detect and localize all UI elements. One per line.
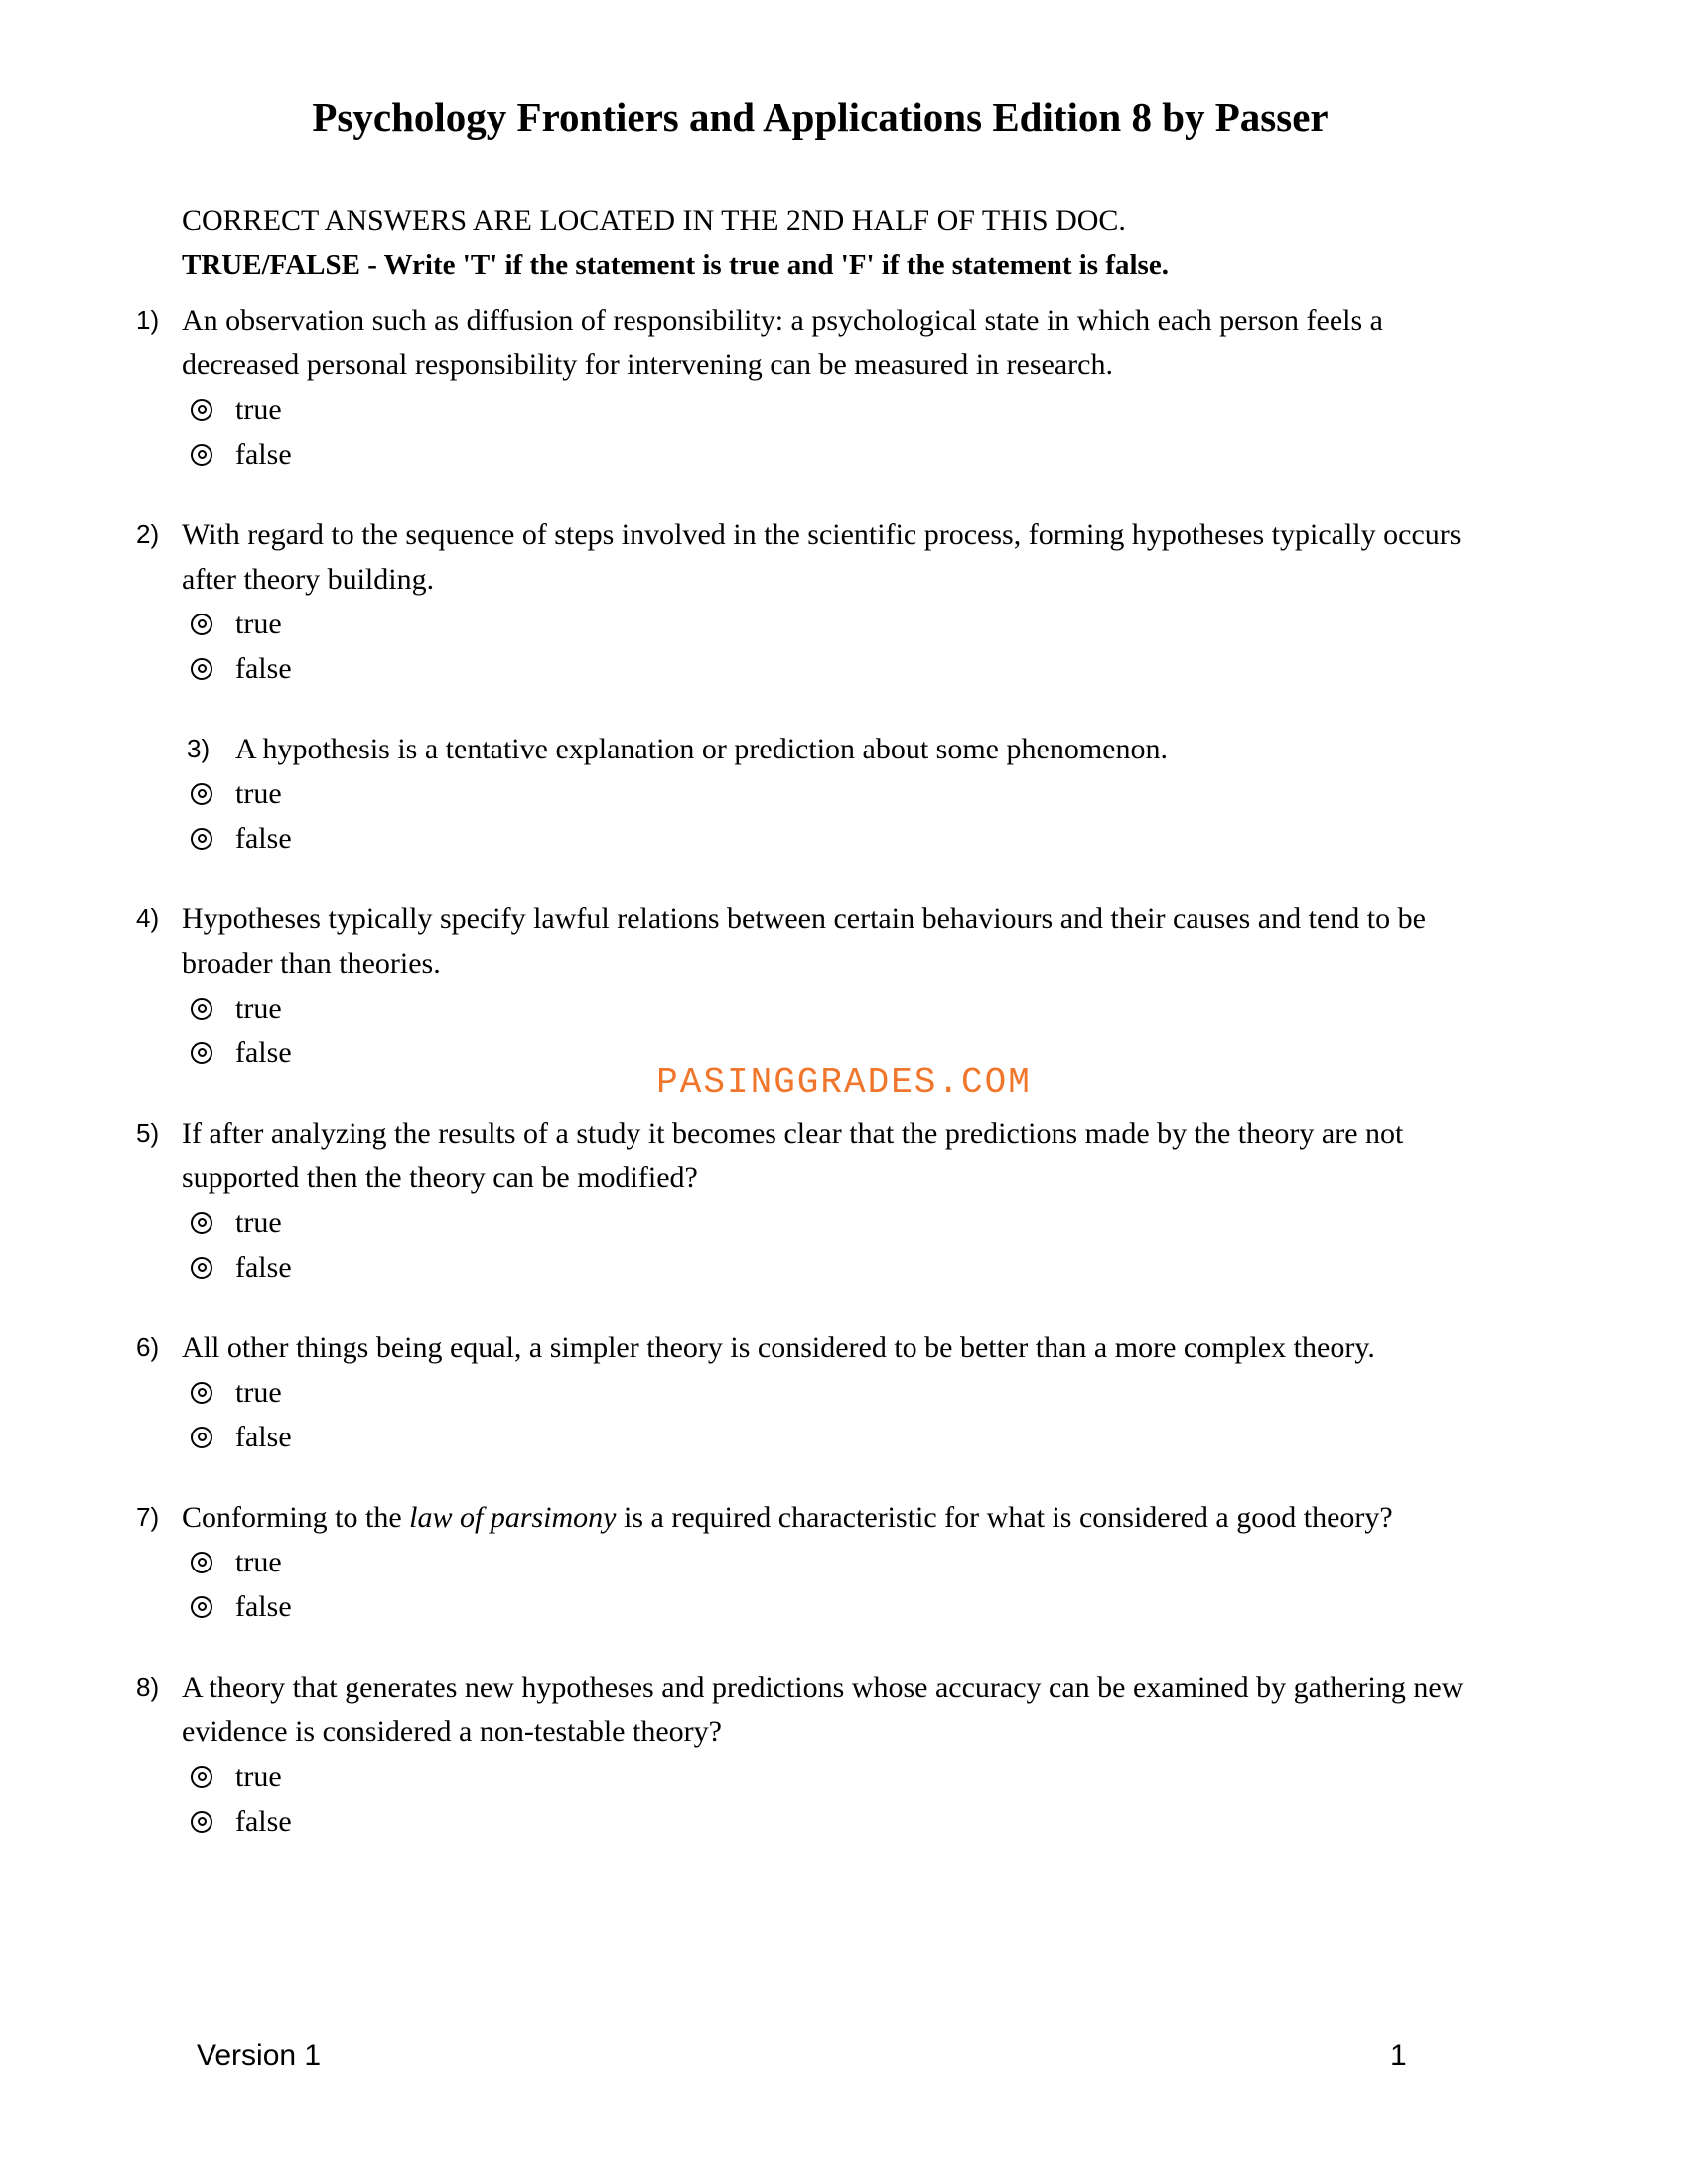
radio-inner-ring: [198, 1218, 207, 1227]
option-true-label: true: [235, 1376, 282, 1409]
question-number: 5): [136, 1118, 160, 1148]
radio-inner-ring: [198, 1558, 207, 1567]
option-false[interactable]: [136, 816, 1504, 861]
question-number: 8): [136, 1672, 160, 1702]
option-true[interactable]: [136, 602, 1504, 646]
radio-button-icon[interactable]: [191, 1427, 212, 1448]
question-item: [136, 1495, 1504, 1629]
radio-inner-ring: [198, 619, 207, 628]
question-text: [182, 1495, 1393, 1540]
question-text-segment: If after analyzing the results of a study it becomes clear that the predictions made by the theory are not supported then the theory can be modified?: [182, 1117, 1404, 1194]
option-false-label: false: [235, 1805, 292, 1838]
footer-page-number: 1: [1390, 2039, 1407, 2072]
radio-inner-ring: [198, 789, 207, 798]
question-text: [182, 1325, 1375, 1370]
question-text: [182, 896, 1504, 986]
watermark-text: PASINGGRADES.COM: [656, 1062, 1032, 1103]
question-item: [136, 727, 1504, 861]
option-false-label: false: [235, 1421, 292, 1453]
radio-inner-ring: [198, 1388, 207, 1397]
question-text-segment: An observation such as diffusion of responsibility: a psychological state in which each person feels a decreased personal responsibility for intervening can be measured in research.: [182, 304, 1383, 381]
option-true[interactable]: [136, 1754, 1504, 1799]
option-true-label: true: [235, 1546, 282, 1578]
radio-inner-ring: [198, 1263, 207, 1272]
question-number: 7): [136, 1502, 160, 1532]
option-true-label: true: [235, 1760, 282, 1793]
radio-inner-ring: [198, 1772, 207, 1781]
page-title: Psychology Frontiers and Applications Edition 8 by Passer: [312, 94, 1329, 140]
radio-button-icon[interactable]: [191, 783, 212, 805]
option-true-label: true: [235, 992, 282, 1024]
radio-inner-ring: [198, 1433, 207, 1441]
option-false-label: false: [235, 652, 292, 685]
question-number: 4): [136, 903, 160, 933]
radio-inner-ring: [198, 664, 207, 673]
option-true[interactable]: [136, 1540, 1504, 1584]
radio-inner-ring: [198, 1048, 207, 1057]
question-item: [136, 896, 1504, 1075]
option-false[interactable]: [136, 646, 1504, 691]
option-false-label: false: [235, 1251, 292, 1284]
question-text-segment: Conforming to the: [182, 1501, 410, 1534]
option-true-label: true: [235, 1206, 282, 1239]
radio-button-icon[interactable]: [191, 1257, 212, 1279]
option-true-label: true: [235, 393, 282, 426]
question-text-segment: A theory that generates new hypotheses and predictions whose accuracy can be examined by gathering new evidence is considered a non-testable theory?: [182, 1671, 1464, 1748]
option-true[interactable]: [136, 771, 1504, 816]
question-number: 1): [136, 305, 160, 335]
radio-button-icon[interactable]: [191, 1042, 212, 1064]
option-true-label: true: [235, 608, 282, 640]
radio-inner-ring: [198, 1817, 207, 1826]
question-number: 2): [136, 519, 160, 549]
option-false[interactable]: [136, 1584, 1504, 1629]
question-text: [235, 727, 1168, 771]
radio-button-icon[interactable]: [191, 614, 212, 635]
question-text-segment: is a required characteristic for what is considered a good theory?: [616, 1501, 1393, 1534]
footer-version-label: Version 1: [197, 2039, 322, 2072]
question-text-segment: Hypotheses typically specify lawful relations between certain behaviours and their causes and tend to be broader than theories.: [182, 902, 1426, 980]
radio-inner-ring: [198, 405, 207, 414]
question-text-segment: All other things being equal, a simpler theory is considered to be better than a more complex theory.: [182, 1331, 1375, 1364]
option-false-label: false: [235, 1036, 292, 1069]
question-number: 3): [187, 734, 211, 763]
option-true[interactable]: [136, 1200, 1504, 1245]
question-text: [182, 512, 1504, 602]
question-text-segment: A hypothesis is a tentative explanation or prediction about some phenomenon.: [235, 733, 1168, 765]
option-true[interactable]: [136, 986, 1504, 1030]
radio-button-icon[interactable]: [191, 1212, 212, 1234]
question-number: 6): [136, 1332, 160, 1362]
question-text: [182, 298, 1504, 387]
radio-button-icon[interactable]: [191, 1382, 212, 1404]
radio-inner-ring: [198, 1004, 207, 1013]
question-text: [182, 1111, 1504, 1200]
radio-inner-ring: [198, 834, 207, 843]
radio-button-icon[interactable]: [191, 1596, 212, 1618]
radio-button-icon[interactable]: [191, 399, 212, 421]
option-false-label: false: [235, 1590, 292, 1623]
option-true[interactable]: [136, 387, 1504, 432]
radio-inner-ring: [198, 450, 207, 459]
question-text-segment: With regard to the sequence of steps involved in the scientific process, forming hypotheses typically occurs after theory building.: [182, 518, 1462, 596]
radio-button-icon[interactable]: [191, 1811, 212, 1833]
radio-button-icon[interactable]: [191, 658, 212, 680]
option-false-label: false: [235, 438, 292, 471]
option-false[interactable]: [136, 1415, 1504, 1459]
radio-button-icon[interactable]: [191, 1766, 212, 1788]
radio-button-icon[interactable]: [191, 444, 212, 466]
radio-button-icon[interactable]: [191, 1552, 212, 1573]
true-false-instructions: TRUE/FALSE - Write 'T' if the statement is true and 'F' if the statement is false.: [182, 249, 1169, 281]
question-item: [136, 512, 1504, 691]
option-false[interactable]: [136, 1799, 1504, 1843]
option-false-label: false: [235, 822, 292, 855]
option-false[interactable]: [136, 432, 1504, 477]
radio-button-icon[interactable]: [191, 998, 212, 1020]
option-false[interactable]: [136, 1245, 1504, 1290]
answers-notice: CORRECT ANSWERS ARE LOCATED IN THE 2ND HALF OF THIS DOC.: [182, 205, 1126, 237]
question-item: [136, 298, 1504, 477]
question-text: [182, 1665, 1504, 1754]
radio-inner-ring: [198, 1602, 207, 1611]
option-true-label: true: [235, 777, 282, 810]
radio-button-icon[interactable]: [191, 828, 212, 850]
question-text-italic-segment: law of parsimony: [409, 1501, 617, 1534]
question-item: [136, 1111, 1504, 1290]
question-item: [136, 1665, 1504, 1843]
question-item: [136, 1325, 1504, 1459]
option-true[interactable]: [136, 1370, 1504, 1415]
